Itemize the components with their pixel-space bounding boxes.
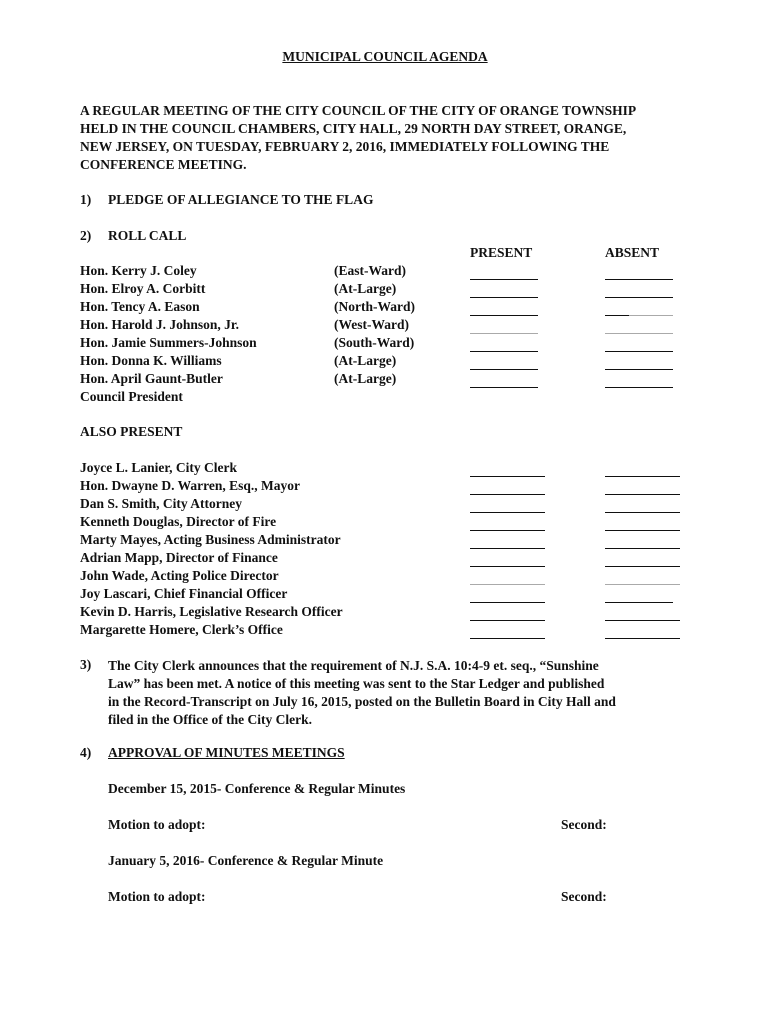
absent-blank xyxy=(605,602,673,603)
absent-blank xyxy=(605,315,629,316)
council-member-name: Hon. Harold J. Johnson, Jr. xyxy=(80,317,240,332)
official-name: Margarette Homere, Clerk’s Office xyxy=(80,622,283,637)
absent-blank xyxy=(605,512,680,513)
notice-line: The City Clerk announces that the requirement of N.J. S.A. 10:4-9 et. seq., “Sunshine xyxy=(108,658,599,673)
absent-blank xyxy=(605,584,680,585)
absent-column-header: ABSENT xyxy=(605,245,660,260)
minutes-date: January 5, 2016- Conference & Regular Minute xyxy=(108,853,384,868)
absent-blank xyxy=(605,566,680,567)
council-member-name: Hon. April Gaunt-Butler xyxy=(80,371,223,386)
absent-blank xyxy=(605,620,680,621)
intro-line: A REGULAR MEETING OF THE CITY COUNCIL OF THE CITY OF ORANGE TOWNSHIP xyxy=(80,103,637,118)
notice-line: filed in the Office of the City Clerk. xyxy=(108,712,312,727)
item-pledge: PLEDGE OF ALLEGIANCE TO THE FLAG xyxy=(108,192,374,207)
present-blank xyxy=(470,548,545,549)
motion-label: Motion to adopt: xyxy=(108,817,206,832)
present-blank xyxy=(470,566,545,567)
council-member-ward: (At-Large) xyxy=(334,281,397,296)
present-blank xyxy=(470,476,545,477)
council-member-ward: (West-Ward) xyxy=(334,317,409,332)
minutes-heading: APPROVAL OF MINUTES MEETINGS xyxy=(108,745,345,760)
notice-line: Law” has been met. A notice of this meeting was sent to the Star Ledger and published xyxy=(108,676,605,691)
motion-label: Motion to adopt: xyxy=(108,889,206,904)
council-member-name: Hon. Jamie Summers-Johnson xyxy=(80,335,257,350)
intro-line: HELD IN THE COUNCIL CHAMBERS, CITY HALL, 29 NORTH DAY STREET, ORANGE, xyxy=(80,121,627,136)
present-blank xyxy=(470,333,538,334)
absent-blank xyxy=(605,548,680,549)
intro-line: NEW JERSEY, ON TUESDAY, FEBRUARY 2, 2016, IMMEDIATELY FOLLOWING THE xyxy=(80,139,610,154)
absent-blank xyxy=(605,476,680,477)
absent-blank xyxy=(605,494,680,495)
present-column-header: PRESENT xyxy=(470,245,533,260)
present-blank xyxy=(470,351,538,352)
intro-line: CONFERENCE MEETING. xyxy=(80,157,247,172)
official-name: Kevin D. Harris, Legislative Research Officer xyxy=(80,604,343,619)
official-name: Dan S. Smith, City Attorney xyxy=(80,496,243,511)
item-number: 2) xyxy=(80,228,92,243)
council-member-name: Hon. Elroy A. Corbitt xyxy=(80,281,206,296)
item-roll-call: ROLL CALL xyxy=(108,228,187,243)
absent-blank xyxy=(605,297,673,298)
council-member-name: Hon. Kerry J. Coley xyxy=(80,263,197,278)
meeting-description xyxy=(80,102,720,174)
official-name: Joy Lascari, Chief Financial Officer xyxy=(80,586,288,601)
present-blank xyxy=(470,494,545,495)
present-blank xyxy=(470,638,545,639)
absent-blank xyxy=(605,351,673,352)
official-name: Marty Mayes, Acting Business Administrator xyxy=(80,532,341,547)
present-blank xyxy=(470,512,545,513)
present-blank xyxy=(470,315,538,316)
sunshine-law-notice xyxy=(108,657,693,729)
council-member-ward: (South-Ward) xyxy=(334,335,415,350)
present-blank xyxy=(470,530,545,531)
present-blank xyxy=(470,620,545,621)
absent-blank xyxy=(605,638,680,639)
present-blank xyxy=(470,297,538,298)
absent-blank xyxy=(605,387,673,388)
page-title: MUNICIPAL COUNCIL AGENDA xyxy=(282,49,488,64)
present-blank xyxy=(470,602,545,603)
item-number: 4) xyxy=(80,745,92,760)
absent-blank xyxy=(605,333,673,334)
second-label: Second: xyxy=(561,889,607,904)
official-name: Hon. Dwayne D. Warren, Esq., Mayor xyxy=(80,478,301,493)
second-label: Second: xyxy=(561,817,607,832)
present-blank xyxy=(470,584,545,585)
absent-blank xyxy=(605,279,673,280)
also-present-heading: ALSO PRESENT xyxy=(80,424,183,439)
council-member-ward: (At-Large) xyxy=(334,353,397,368)
official-name: John Wade, Acting Police Director xyxy=(80,568,279,583)
official-name: Adrian Mapp, Director of Finance xyxy=(80,550,278,565)
official-name: Kenneth Douglas, Director of Fire xyxy=(80,514,277,529)
notice-line: in the Record-Transcript on July 16, 2015, posted on the Bulletin Board in City Hall and xyxy=(108,694,616,709)
absent-blank xyxy=(605,530,680,531)
present-blank xyxy=(470,387,538,388)
absent-blank xyxy=(605,369,673,370)
council-member-name: Hon. Tency A. Eason xyxy=(80,299,200,314)
present-blank xyxy=(470,369,538,370)
council-member-ward: (East-Ward) xyxy=(334,263,406,278)
council-president-label: Council President xyxy=(80,389,183,404)
council-member-name: Hon. Donna K. Williams xyxy=(80,353,222,368)
official-name: Joyce L. Lanier, City Clerk xyxy=(80,460,237,475)
item-number: 3) xyxy=(80,657,92,672)
present-blank xyxy=(470,279,538,280)
council-member-ward: (North-Ward) xyxy=(334,299,415,314)
minutes-date: December 15, 2015- Conference & Regular Minutes xyxy=(108,781,406,796)
item-number: 1) xyxy=(80,192,92,207)
absent-blank-faint xyxy=(629,315,673,316)
council-member-ward: (At-Large) xyxy=(334,371,397,386)
